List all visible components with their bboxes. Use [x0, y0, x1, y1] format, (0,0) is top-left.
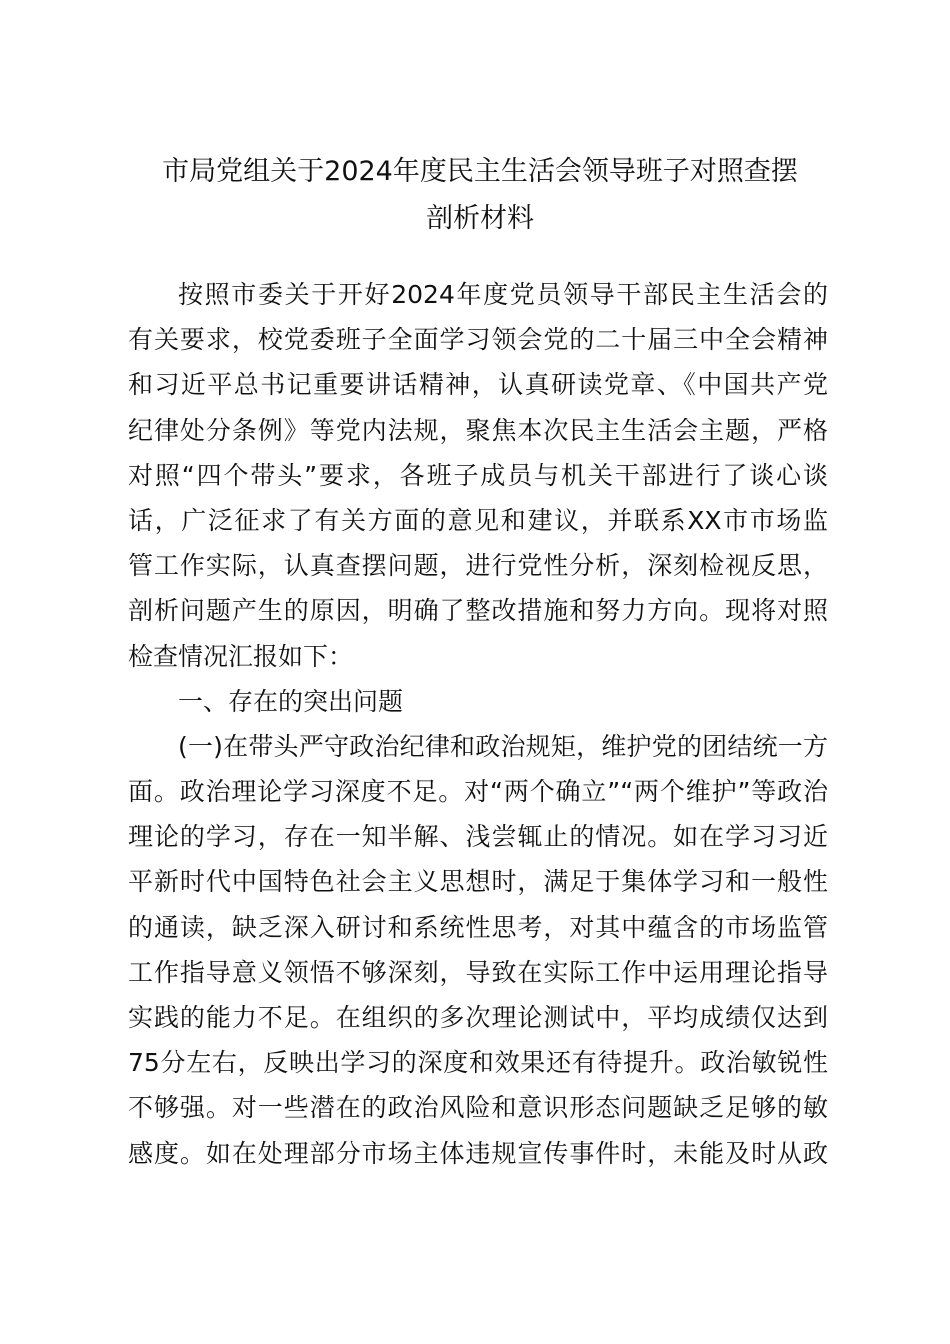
document-title-line-2: 剖析材料 [426, 203, 534, 234]
body-line: 有关要求，校党委班子全面学习领会党的二十届三中全会精神 [128, 325, 828, 355]
body-line: 的通读，缺乏深入研讨和系统性思考，对其中蕴含的市场监管 [128, 912, 828, 942]
body-line: 检查情况汇报如下： [128, 641, 354, 671]
body-line: 理论的学习，存在一知半解、浅尝辄止的情况。如在学习习近 [128, 822, 828, 852]
body-line: 和习近平总书记重要讲话精神，认真研读党章、《中国共产党 [128, 370, 828, 400]
body-line: 工作指导意义领悟不够深刻，导致在实际工作中运用理论指导 [128, 957, 828, 987]
body-line: 剖析问题产生的原因，明确了整改措施和努力方向。现将对照 [128, 596, 828, 626]
body-line: 管工作实际，认真查摆问题，进行党性分析，深刻检视反思， [128, 551, 828, 581]
body-line: 面。政治理论学习深度不足。对“两个确立”“两个维护”等政治 [128, 777, 828, 807]
body-line: 平新时代中国特色社会主义思想时，满足于集体学习和一般性 [128, 867, 828, 897]
body-line: 感度。如在处理部分市场主体违规宣传事件时，未能及时从政 [128, 1138, 828, 1168]
body-line: 纪律处分条例》等党内法规，聚焦本次民主生活会主题，严格 [128, 415, 828, 445]
body-line: (一)在带头严守政治纪律和政治规矩，维护党的团结统一方 [178, 731, 828, 761]
document-title-line-1: 市局党组关于2024年度民主生活会领导班子对照查摆 [162, 156, 798, 187]
body-line: 对照“四个带头”要求，各班子成员与机关干部进行了谈心谈 [128, 460, 828, 490]
body-line: 不够强。对一些潜在的政治风险和意识形态问题缺乏足够的敏 [128, 1093, 828, 1123]
body-line: 按照市委关于开好2024年度党员领导干部民主生活会的 [178, 280, 828, 309]
body-line: 实践的能力不足。在组织的多次理论测试中，平均成绩仅达到 [128, 1003, 828, 1032]
body-line: 话，广泛征求了有关方面的意见和建议，并联系XX市市场监 [128, 505, 828, 535]
document-body [128, 272, 828, 1176]
body-line: 一、存在的突出问题 [178, 686, 404, 716]
body-line: 75分左右，反映出学习的深度和效果还有待提升。政治敏锐性 [128, 1048, 828, 1078]
